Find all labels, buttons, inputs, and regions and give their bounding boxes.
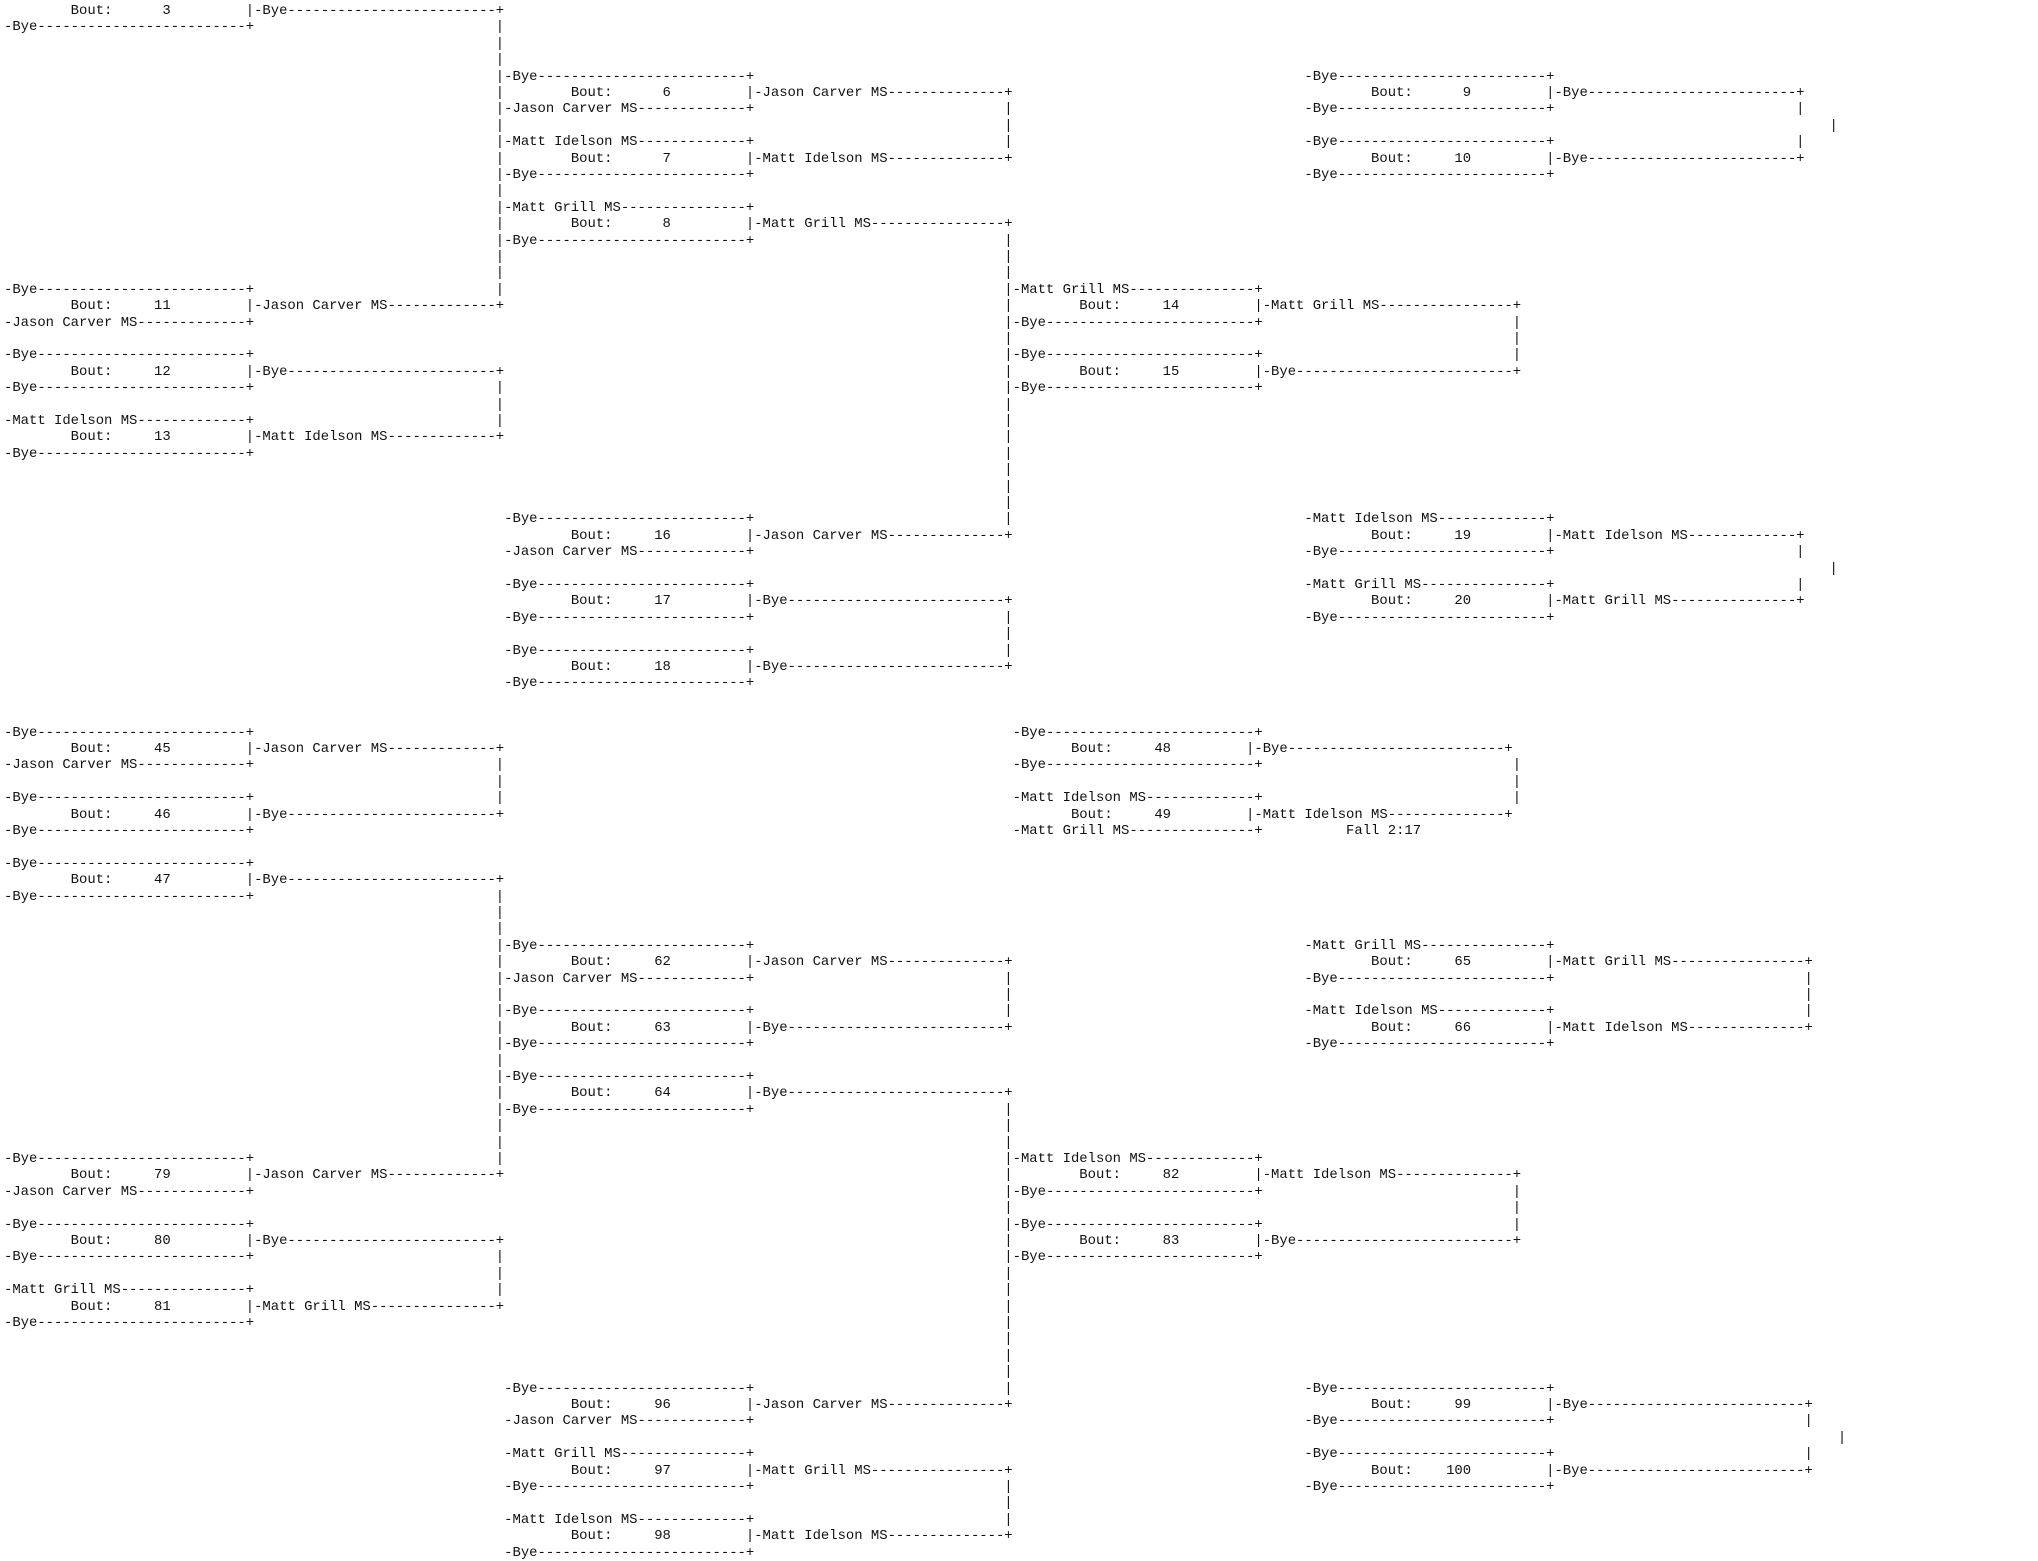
bracket-line: -Matt Idelson MS-------------+ |	[4, 1511, 1830, 1528]
bracket-line: |	[4, 462, 1797, 479]
bracket-line: Bout: 18 |-Bye--------------------------+	[4, 659, 1797, 675]
bracket-line: -Bye-------------------------+ | |-Matt Grill MS---------------+	[4, 281, 1797, 298]
bracket-line: Bout: 97 |-Matt Grill MS----------------+ Bout: 100 |-Bye--------------------------+	[4, 1462, 1830, 1479]
bracket-line: |	[4, 921, 1830, 938]
bracket-line: |-Matt Idelson MS-------------+ | -Bye-------------------------+ |	[4, 134, 1805, 151]
bracket-line: |	[4, 560, 1838, 577]
bracket-line: |-Bye-------------------------+ -Bye-------------------------+	[4, 167, 1797, 183]
bracket-line: |	[4, 905, 1830, 921]
bracket-line: |	[4, 35, 1797, 52]
bracket-line: |	[4, 1331, 1830, 1348]
bracket-line: -Jason Carver MS-------------+ |-Bye-------------------------+ |	[4, 314, 1797, 331]
bracket-line	[4, 708, 1830, 724]
bracket-line: |	[4, 1364, 1830, 1381]
bracket-line: | |	[4, 331, 1797, 347]
bracket-line: -Bye-------------------------+ | |-Bye-------------------------+	[4, 380, 1797, 397]
bracket-line: Bout: 12 |-Bye-------------------------+ | Bout: 15 |-Bye--------------------------+	[4, 363, 1797, 380]
bracket-line: -Matt Grill MS---------------+ | |	[4, 1282, 1830, 1299]
bracket-line: |-Bye-------------------------+ | -Matt Idelson MS-------------+ |	[4, 1003, 1830, 1020]
bracket-line	[4, 692, 1830, 708]
bracket-line: | |	[4, 1118, 1830, 1135]
bracket-line: Bout: 47 |-Bye-------------------------+	[4, 872, 1830, 889]
bracket-line: |	[4, 478, 1797, 495]
bracket-line: Bout: 11 |-Jason Carver MS-------------+ | Bout: 14 |-Matt Grill MS----------------+	[4, 298, 1797, 315]
bracket-line: | |	[4, 1265, 1830, 1282]
bracket-line: -Jason Carver MS-------------+ |-Bye-------------------------+ |	[4, 1183, 1830, 1200]
bracket-line: |-Bye-------------------------+ -Bye-------------------------+	[4, 1036, 1830, 1053]
bracket-line: |	[4, 626, 1797, 643]
bracket-line: | Bout: 6 |-Jason Carver MS--------------+ Bout: 9 |-Bye-------------------------+	[4, 85, 1805, 101]
bracket-line: | Bout: 7 |-Matt Idelson MS--------------+ Bout: 10 |-Bye-------------------------+	[4, 150, 1805, 167]
bracket-line: |	[4, 1429, 1863, 1446]
bracket-line: -Bye-------------------------+ | -Matt Idelson MS-------------+	[4, 511, 1797, 528]
bracket-line: -Bye-------------------------+ |-Bye-------------------------+ |	[4, 347, 1797, 364]
bracket-line: |-Bye-------------------------+ -Matt Grill MS---------------+	[4, 937, 1830, 954]
bracket-line: -Bye-------------------------+ -Matt Grill MS---------------+ Fall 2:17	[4, 823, 1830, 839]
bracket-line: -Bye-------------------------+ |	[4, 888, 1830, 905]
bracket-line: -Bye-------------------------+ | -Matt Idelson MS-------------+ |	[4, 790, 1797, 807]
bracket-line: |	[4, 1347, 1830, 1364]
bracket-line: -Bye-------------------------+ -Bye-------------------------+	[4, 724, 1797, 741]
bracket-line: -Bye-------------------------+ | -Bye-------------------------+	[4, 1380, 1830, 1397]
bracket-line: -Bye-------------------------+ |	[4, 445, 1797, 462]
bracket-line: -Matt Grill MS---------------+ -Bye-------------------------+ |	[4, 1446, 1830, 1463]
bracket-line: |-Bye-------------------------+ |	[4, 232, 1797, 249]
bracket-line: | |	[4, 265, 1797, 282]
bracket-line: Bout: 45 |-Jason Carver MS-------------+ Bout: 48 |-Bye--------------------------+	[4, 741, 1797, 757]
bracket-line: |-Bye-------------------------+ -Bye-------------------------+	[4, 68, 1797, 85]
bracket-line: | Bout: 8 |-Matt Grill MS----------------+	[4, 216, 1797, 233]
bracket-line: |	[4, 1052, 1830, 1069]
bracket-line: -Bye-------------------------+ |	[4, 19, 1797, 36]
bracket-line: -Bye-------------------------+ |-Bye-------------------------+ |	[4, 1216, 1830, 1233]
bracket-line: Bout: 96 |-Jason Carver MS--------------+ Bout: 99 |-Bye--------------------------+	[4, 1397, 1830, 1413]
bracket-line: -Matt Idelson MS-------------+ | |	[4, 413, 1797, 429]
bracket-line: | | |	[4, 987, 1830, 1003]
bracket-line: -Bye-------------------------+ | |-Matt Idelson MS-------------+	[4, 1151, 1830, 1167]
bracket-line: | |	[4, 773, 1797, 790]
bracket-line: |-Jason Carver MS-------------+ | -Bye-------------------------+ |	[4, 101, 1805, 118]
bracket-line: -Bye-------------------------+ -Matt Grill MS---------------+ |	[4, 577, 1805, 593]
bracket-line: | | |	[4, 117, 1838, 134]
bracket-line: |	[4, 495, 1797, 511]
bracket-line: Bout: 16 |-Jason Carver MS--------------+ Bout: 19 |-Matt Idelson MS-------------+	[4, 527, 1805, 544]
bracket-line: -Jason Carver MS-------------+ -Bye-------------------------+ |	[4, 1413, 1830, 1430]
bracket-line: Bout: 17 |-Bye--------------------------+ Bout: 20 |-Matt Grill MS---------------+	[4, 593, 1805, 610]
bracket-line	[4, 839, 1830, 855]
bracket-line: | |	[4, 396, 1797, 413]
bracket-line: |	[4, 1495, 1830, 1512]
bracket-line: | Bout: 63 |-Bye--------------------------+ Bout: 66 |-Matt Idelson MS--------------+	[4, 1019, 1830, 1036]
bracket-line: -Bye-------------------------+	[4, 1544, 1797, 1561]
bracket-line: -Bye-------------------------+	[4, 675, 1797, 692]
bracket-line: -Bye-------------------------+ | -Bye-------------------------+	[4, 1479, 1830, 1495]
bracket-line: |-Bye-------------------------+ |	[4, 1101, 1830, 1118]
bracket-line: |-Jason Carver MS-------------+ | -Bye-------------------------+ |	[4, 970, 1830, 987]
bracket-line: Bout: 81 |-Matt Grill MS---------------+ |	[4, 1298, 1830, 1315]
bracket-line: -Bye-------------------------+ |	[4, 642, 1797, 659]
bracket-line: |-Bye-------------------------+	[4, 1069, 1830, 1085]
bracket-line: -Bye-------------------------+ | |-Bye-------------------------+	[4, 1249, 1830, 1266]
bracket-line: |-Matt Grill MS---------------+	[4, 199, 1797, 216]
bracket-line: -Jason Carver MS-------------+ -Bye-------------------------+ |	[4, 544, 1805, 561]
bracket-line: |	[4, 52, 1797, 69]
bracket-line: -Jason Carver MS-------------+ | -Bye-------------------------+ |	[4, 757, 1797, 774]
bracket-line: Bout: 3 |-Bye-------------------------+	[4, 3, 1797, 19]
bracket-line: Bout: 46 |-Bye-------------------------+ Bout: 49 |-Matt Idelson MS--------------+	[4, 806, 1797, 823]
bracket-line: | Bout: 62 |-Jason Carver MS--------------+ Bout: 65 |-Matt Grill MS----------------+	[4, 954, 1830, 971]
bracket-line: | |	[4, 1134, 1830, 1151]
bracket-line: | |	[4, 1200, 1830, 1217]
bracket-line: -Bye-------------------------+	[4, 855, 1830, 872]
bracket-line: -Bye-------------------------+ | -Bye-------------------------+	[4, 609, 1797, 626]
bracket-line: -Bye-------------------------+ |	[4, 1315, 1830, 1331]
bracket-line: Bout: 98 |-Matt Idelson MS--------------+	[4, 1528, 1830, 1545]
bracket-line: | Bout: 64 |-Bye--------------------------+	[4, 1085, 1830, 1102]
bracket-line: Bout: 80 |-Bye-------------------------+ | Bout: 83 |-Bye--------------------------+	[4, 1233, 1830, 1249]
bracket-line: |	[4, 183, 1797, 200]
bracket-line: Bout: 13 |-Matt Idelson MS-------------+ |	[4, 429, 1797, 446]
bracket-line: | |	[4, 249, 1797, 265]
bracket-line: Bout: 79 |-Jason Carver MS-------------+ | Bout: 82 |-Matt Idelson MS--------------+	[4, 1167, 1830, 1184]
